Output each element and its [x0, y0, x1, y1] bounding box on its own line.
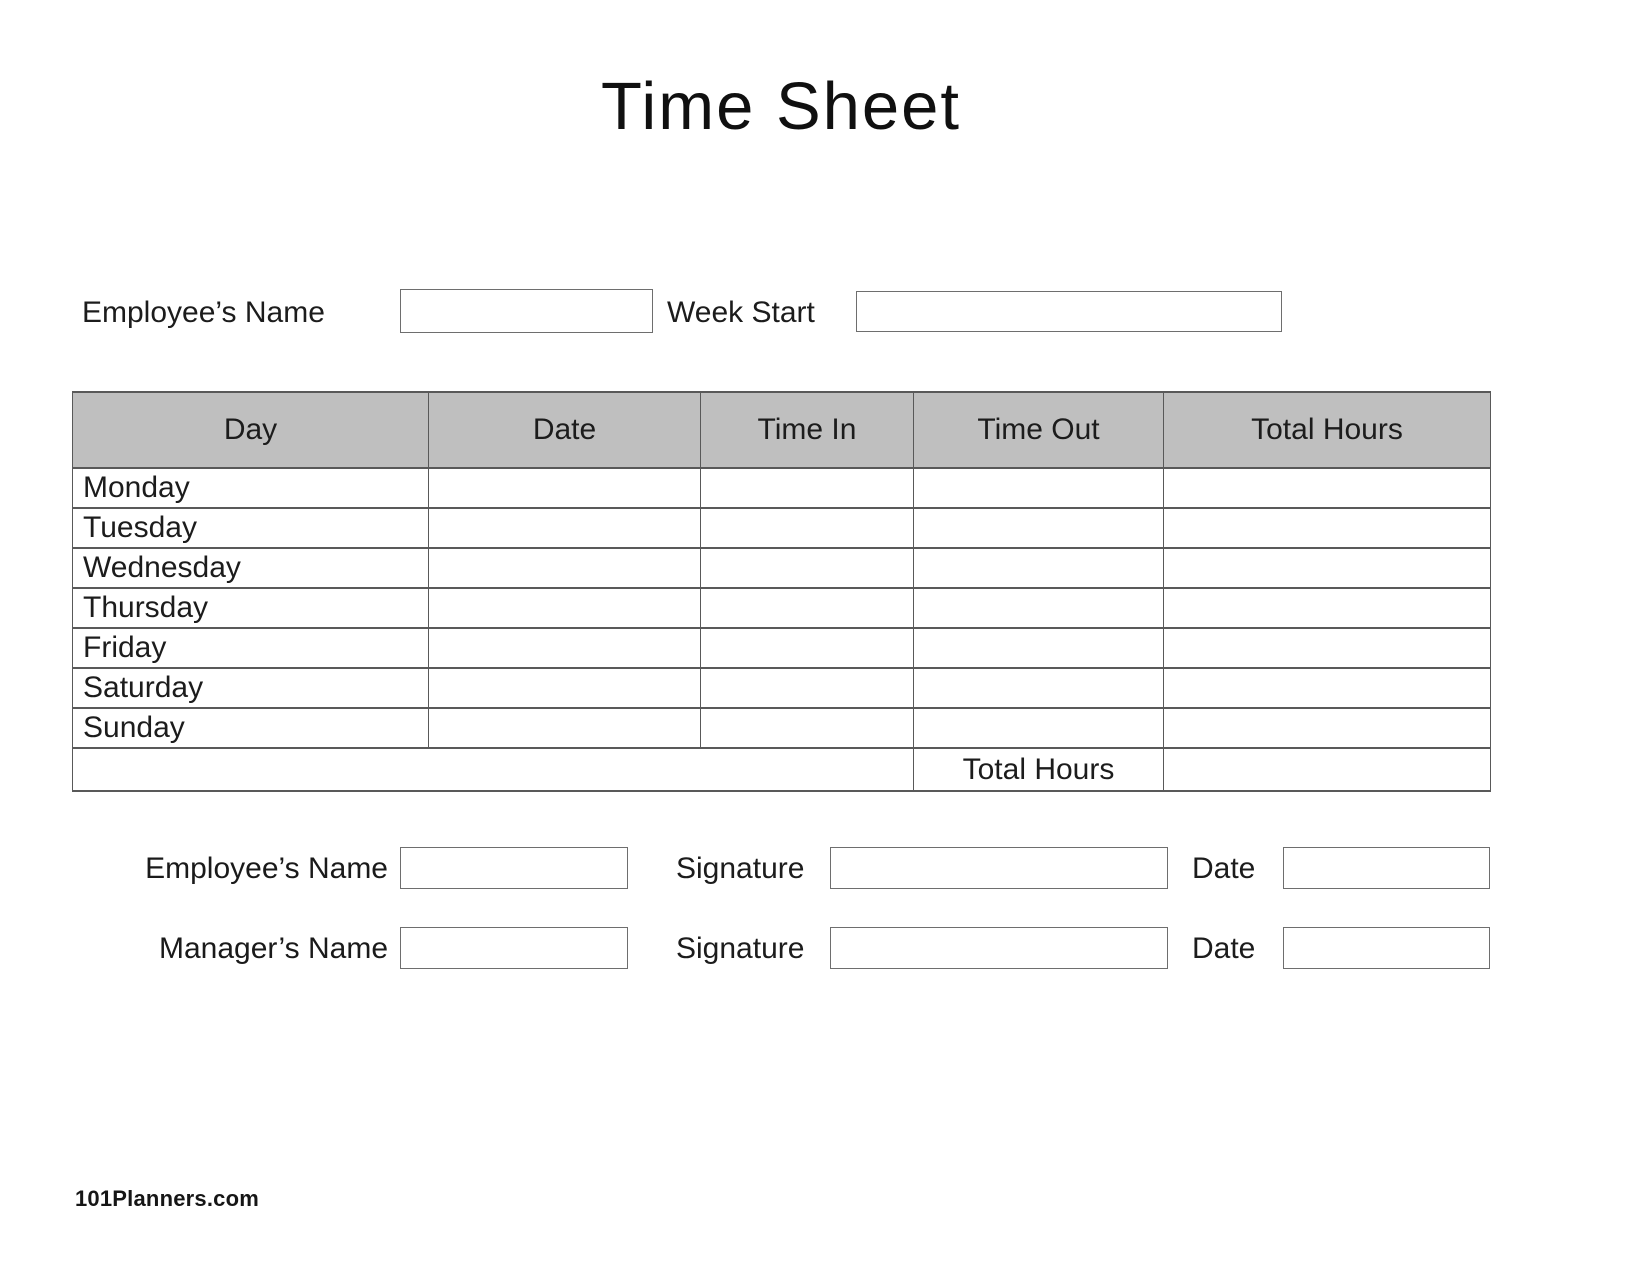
date-cell[interactable]	[429, 548, 701, 588]
table-row	[73, 628, 1491, 668]
employee-name-input[interactable]	[400, 289, 653, 333]
day-label-tuesday: Tuesday	[73, 508, 429, 548]
timesheet-table	[72, 391, 1491, 792]
site-credit: 101Planners.com	[75, 1186, 259, 1211]
day-label-saturday: Saturday	[73, 668, 429, 708]
date-cell[interactable]	[429, 508, 701, 548]
manager-signature-input[interactable]	[830, 927, 1168, 969]
manager-signature-name-label: Manager’s Name	[159, 932, 388, 965]
time-out-cell[interactable]	[914, 708, 1164, 748]
table-row	[73, 468, 1491, 508]
total-hours-cell[interactable]	[1164, 468, 1491, 508]
time-in-cell[interactable]	[701, 668, 914, 708]
date-cell[interactable]	[429, 588, 701, 628]
total-hours-cell[interactable]	[1164, 708, 1491, 748]
time-in-cell[interactable]	[701, 468, 914, 508]
employee-name-label: Employee’s Name	[82, 296, 325, 329]
table-header-row	[73, 392, 1491, 468]
time-out-cell[interactable]	[914, 508, 1164, 548]
total-hours-row-label: Total Hours	[914, 748, 1164, 791]
day-label-friday: Friday	[73, 628, 429, 668]
employee-signature-label: Signature	[676, 852, 805, 885]
page-title: Time Sheet	[600, 69, 962, 144]
column-header-day: Day	[73, 392, 429, 468]
manager-signature-name-input[interactable]	[400, 927, 628, 969]
employee-signature-date-input[interactable]	[1283, 847, 1490, 889]
time-out-cell[interactable]	[914, 468, 1164, 508]
total-hours-cell[interactable]	[1164, 588, 1491, 628]
total-hours-cell[interactable]	[1164, 508, 1491, 548]
time-in-cell[interactable]	[701, 508, 914, 548]
empty-spacer-cell	[73, 748, 914, 791]
weekly-total-hours-cell[interactable]	[1164, 748, 1491, 791]
column-header-time-in: Time In	[701, 392, 914, 468]
manager-signature-date-label: Date	[1192, 932, 1256, 965]
time-in-cell[interactable]	[701, 628, 914, 668]
employee-signature-name-label: Employee’s Name	[145, 852, 388, 885]
table-row	[73, 668, 1491, 708]
total-hours-cell[interactable]	[1164, 548, 1491, 588]
day-label-monday: Monday	[73, 468, 429, 508]
table-row	[73, 548, 1491, 588]
total-hours-row	[73, 748, 1491, 791]
time-in-cell[interactable]	[701, 708, 914, 748]
date-cell[interactable]	[429, 628, 701, 668]
column-header-time-out: Time Out	[914, 392, 1164, 468]
employee-signature-name-input[interactable]	[400, 847, 628, 889]
column-header-date: Date	[429, 392, 701, 468]
day-label-sunday: Sunday	[73, 708, 429, 748]
date-cell[interactable]	[429, 468, 701, 508]
time-out-cell[interactable]	[914, 548, 1164, 588]
total-hours-cell[interactable]	[1164, 668, 1491, 708]
employee-signature-input[interactable]	[830, 847, 1168, 889]
time-in-cell[interactable]	[701, 588, 914, 628]
date-cell[interactable]	[429, 668, 701, 708]
table-row	[73, 588, 1491, 628]
time-out-cell[interactable]	[914, 668, 1164, 708]
table-row	[73, 508, 1491, 548]
manager-signature-date-input[interactable]	[1283, 927, 1490, 969]
table-row	[73, 708, 1491, 748]
column-header-total-hours: Total Hours	[1164, 392, 1491, 468]
employee-signature-date-label: Date	[1192, 852, 1256, 885]
date-cell[interactable]	[429, 708, 701, 748]
day-label-wednesday: Wednesday	[73, 548, 429, 588]
manager-signature-label: Signature	[676, 932, 805, 965]
week-start-input[interactable]	[856, 291, 1282, 332]
total-hours-cell[interactable]	[1164, 628, 1491, 668]
day-label-thursday: Thursday	[73, 588, 429, 628]
time-out-cell[interactable]	[914, 588, 1164, 628]
time-in-cell[interactable]	[701, 548, 914, 588]
time-out-cell[interactable]	[914, 628, 1164, 668]
week-start-label: Week Start	[667, 296, 815, 329]
